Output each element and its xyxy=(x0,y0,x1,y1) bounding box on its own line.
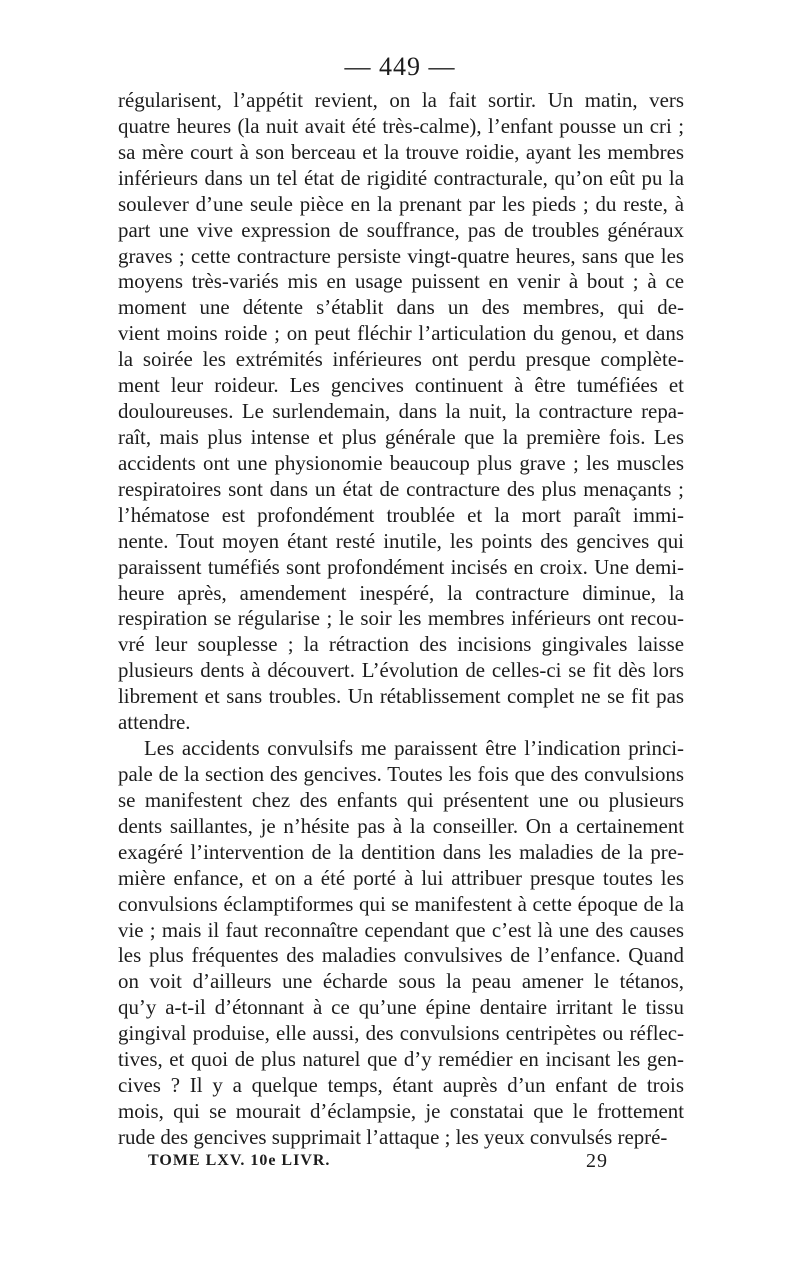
text-line: exagéré l’intervention de la dentition dans les maladies de la pre- xyxy=(118,839,684,864)
text-line: rude des gencives supprimait l’attaque ; les yeux convulsés repré- xyxy=(118,1124,668,1149)
text-line: plusieurs dents à découvert. L’évolution de celles-ci se fit dès lors xyxy=(118,658,684,683)
text-line: Les accidents convulsifs me paraissent être l’indication princi- xyxy=(144,736,684,761)
text-line: librement et sans troubles. Un rétablissement complet ne se fit pas xyxy=(118,684,684,709)
text-line: attendre. xyxy=(118,710,191,735)
text-line: dents saillantes, je n’hésite pas à la conseiller. On a certainement xyxy=(118,813,684,838)
text-line: ment leur roideur. Les gencives continuent à être tuméfiées et xyxy=(118,373,684,398)
text-line: part une vive expression de souffrance, pas de troubles généraux xyxy=(118,217,684,242)
text-line: paraissent tuméfiés sont profondément incisés en croix. Une demi- xyxy=(118,554,684,579)
text-line: nente. Tout moyen étant resté inutile, les points des gencives qui xyxy=(118,528,684,553)
text-line: inférieurs dans un tel état de rigidité contracturale, qu’on eût pu la xyxy=(118,165,684,190)
text-line: vient moins roide ; on peut fléchir l’articulation du genou, et dans xyxy=(118,321,684,346)
page-number: — 449 — xyxy=(344,52,456,81)
text-line: moyens très-variés mis en usage puissent en venir à bout ; à ce xyxy=(118,269,684,294)
text-line: régularisent, l’appétit revient, on la fait sortir. Un matin, vers xyxy=(118,88,684,112)
text-line: raît, mais plus intense et plus générale que la première fois. Les xyxy=(118,424,684,449)
footer-sheet-number: 29 xyxy=(586,1150,608,1172)
text-line: tives, et quoi de plus naturel que d’y remédier en incisant les gen- xyxy=(118,1047,684,1072)
text-line: mière enfance, et on a été porté à lui attribuer presque toutes les xyxy=(118,865,684,890)
text-line: la soirée les extrémités inférieures ont perdu presque complète- xyxy=(118,347,684,372)
body-text xyxy=(118,88,684,1151)
text-line: pale de la section des gencives. Toutes les fois que des convulsions xyxy=(118,761,684,786)
text-line: l’hématose est profondément troublée et la mort paraît immi- xyxy=(118,502,684,527)
text-line: respiratoires sont dans un état de contracture des plus menaçants ; xyxy=(118,476,684,501)
text-line: cives ? Il y a quelque temps, étant auprès d’un enfant de trois xyxy=(118,1073,684,1098)
text-line: respiration se régularise ; le soir les membres inférieurs ont recou- xyxy=(118,606,684,631)
text-line: vie ; mais il faut reconnaître cependant que c’est là une des causes xyxy=(118,917,684,942)
text-line: heure après, amendement inespéré, la contracture diminue, la xyxy=(118,580,684,605)
text-line: gingival produise, elle aussi, des convulsions centripètes ou réflec- xyxy=(118,1021,684,1046)
text-line: on voit d’ailleurs une écharde sous la peau amener le tétanos, xyxy=(118,969,684,994)
text-line: douloureuses. Le surlendemain, dans la nuit, la contracture repa- xyxy=(118,399,684,424)
text-line: qu’y a-t-il d’étonnant à ce qu’une épine dentaire irritant le tissu xyxy=(118,995,684,1020)
footer-signature: TOME LXV. 10e LIVR. xyxy=(148,1152,331,1169)
text-line: se manifestent chez des enfants qui présentent une ou plusieurs xyxy=(118,787,684,812)
text-line: moment une détente s’établit dans un des membres, qui de- xyxy=(118,295,684,320)
text-line: mois, qui se mourait d’éclampsie, je constatai que le frottement xyxy=(118,1098,684,1123)
text-line: graves ; cette contracture persiste vingt-quatre heures, sans que les xyxy=(118,243,684,268)
text-line: vré leur souplesse ; la rétraction des incisions gingivales laisse xyxy=(118,632,684,657)
text-line: sa mère court à son berceau et la trouve roidie, ayant les membres xyxy=(118,139,684,164)
text-line: quatre heures (la nuit avait été très-calme), l’enfant pousse un cri ; xyxy=(118,113,684,138)
text-line: les plus fréquentes des maladies convulsives de l’enfance. Quand xyxy=(118,943,684,968)
text-line: soulever d’une seule pièce en la prenant par les pieds ; du reste, à xyxy=(118,191,684,216)
text-line: accidents ont une physionomie beaucoup plus grave ; les muscles xyxy=(118,450,684,475)
text-line: convulsions éclamptiformes qui se manifestent à cette époque de la xyxy=(118,891,684,916)
